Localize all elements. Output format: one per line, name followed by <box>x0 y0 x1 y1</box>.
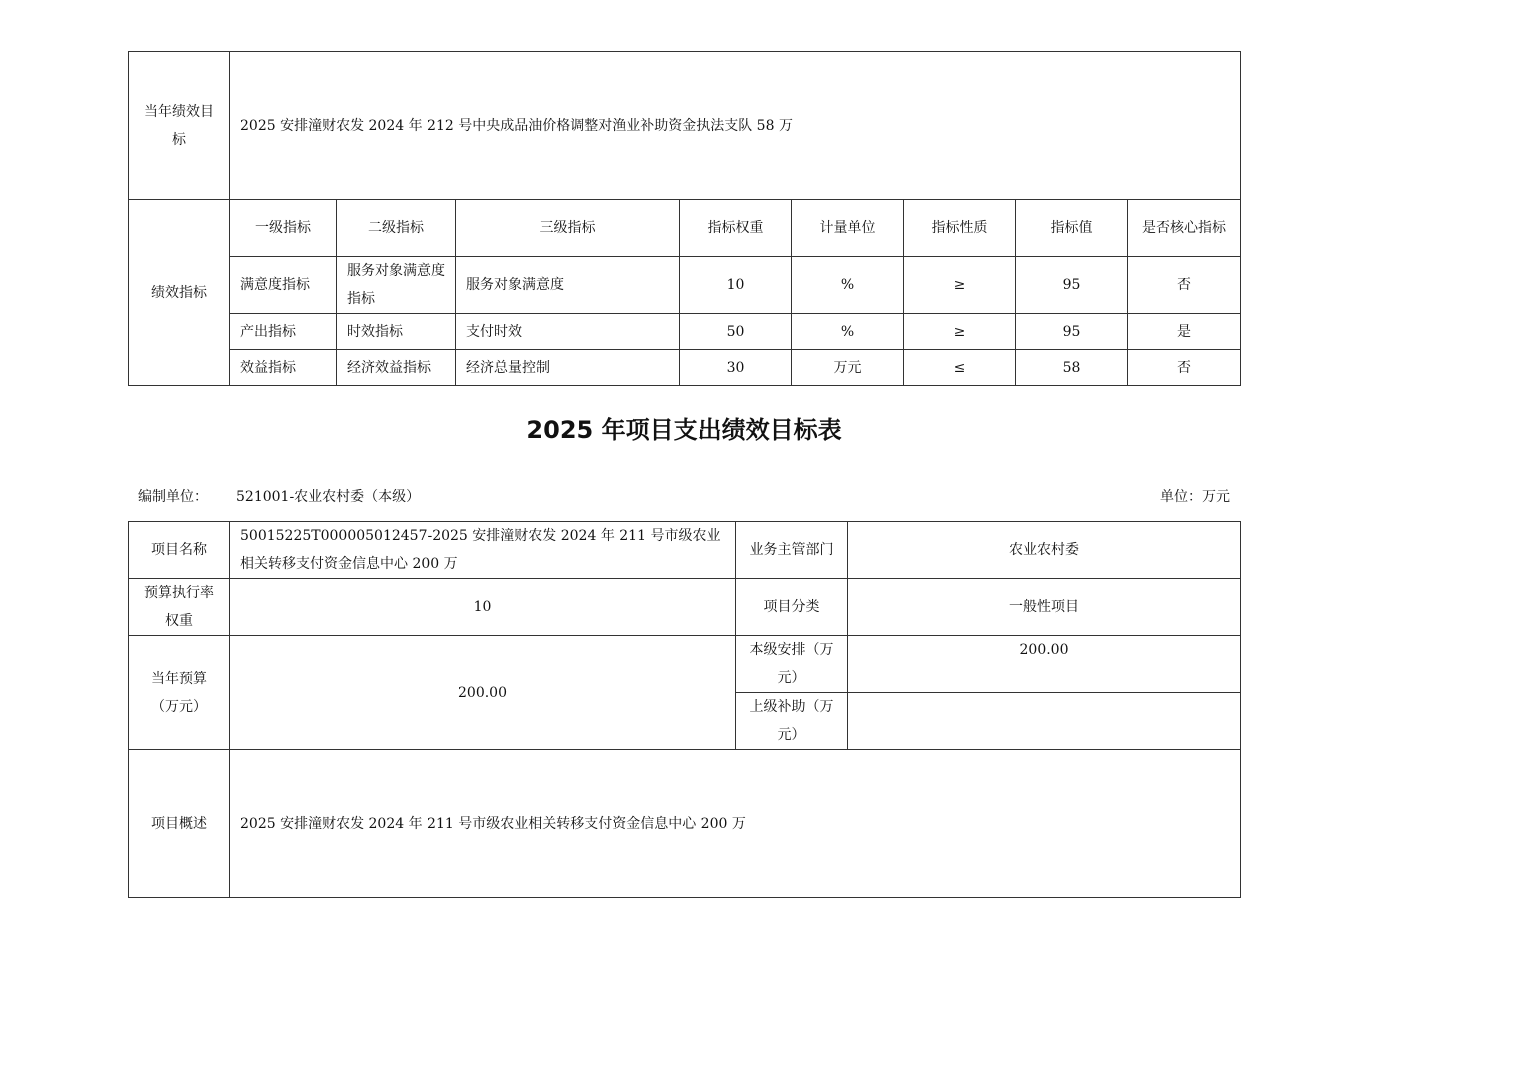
table-cell: 时效指标 <box>337 314 456 350</box>
dept-label: 业务主管部门 <box>736 522 848 579</box>
table-cell: % <box>792 257 904 314</box>
goal-text: 2025 安排潼财农发 2024 年 212 号中央成品油价格调整对渔业补助资金执法支队 58 万 <box>230 52 1241 200</box>
local-budget-label: 本级安排（万元） <box>736 636 848 693</box>
table-row <box>129 257 1241 314</box>
header-cell: 指标值 <box>1016 200 1128 257</box>
goal-label: 当年绩效目标 <box>129 52 230 200</box>
project-name-label: 项目名称 <box>129 522 230 579</box>
table-row <box>129 350 1241 386</box>
table-cell: 支付时效 <box>456 314 680 350</box>
dept-value: 农业农村委 <box>848 522 1241 579</box>
indicators-label: 绩效指标 <box>129 200 230 386</box>
table-cell: 否 <box>1128 350 1241 386</box>
project-table <box>128 521 1241 898</box>
header-cell: 指标权重 <box>680 200 792 257</box>
table-cell: ≥ <box>904 257 1016 314</box>
table-cell: % <box>792 314 904 350</box>
compiling-unit <box>138 485 420 509</box>
table-cell: 产出指标 <box>230 314 337 350</box>
header-cell: 指标性质 <box>904 200 1016 257</box>
header-cell: 是否核心指标 <box>1128 200 1241 257</box>
table-cell: 95 <box>1016 314 1128 350</box>
overview-label: 项目概述 <box>129 750 230 898</box>
table-cell: 万元 <box>792 350 904 386</box>
header-cell: 一级指标 <box>230 200 337 257</box>
local-budget-value: 200.00 <box>848 636 1241 693</box>
table-cell: 效益指标 <box>230 350 337 386</box>
table-cell: 否 <box>1128 257 1241 314</box>
table-cell: 服务对象满意度指标 <box>337 257 456 314</box>
table-cell: 10 <box>680 257 792 314</box>
header-cell: 二级指标 <box>337 200 456 257</box>
compiling-unit-label: 编制单位： <box>138 489 208 505</box>
upper-subsidy-label: 上级补助（万元） <box>736 693 848 750</box>
table-row <box>129 314 1241 350</box>
indicator-header-row <box>129 200 1241 257</box>
currency-unit: 单位：万元 <box>1160 489 1230 505</box>
table-cell: 服务对象满意度 <box>456 257 680 314</box>
table-cell: ≤ <box>904 350 1016 386</box>
table-cell: 是 <box>1128 314 1241 350</box>
table-cell: 95 <box>1016 257 1128 314</box>
table-cell: 58 <box>1016 350 1128 386</box>
budget-label: 当年预算（万元） <box>129 636 230 750</box>
table-cell: 50 <box>680 314 792 350</box>
table-cell: 经济总量控制 <box>456 350 680 386</box>
category-label: 项目分类 <box>736 579 848 636</box>
category-value: 一般性项目 <box>848 579 1241 636</box>
table-cell: 经济效益指标 <box>337 350 456 386</box>
upper-subsidy-value <box>848 693 1241 750</box>
rate-label: 预算执行率权重 <box>129 579 230 636</box>
page-title: 2025 年项目支出绩效目标表 <box>526 416 842 444</box>
rate-value: 10 <box>230 579 736 636</box>
table-cell: 满意度指标 <box>230 257 337 314</box>
performance-table <box>128 51 1241 386</box>
project-name-value: 50015225T000005012457-2025 安排潼财农发 2024 年 211 号市级农业相关转移支付资金信息中心 200 万 <box>230 522 736 579</box>
compiling-unit-value: 521001-农业农村委（本级） <box>236 489 421 505</box>
budget-value: 200.00 <box>230 636 736 750</box>
table-cell: ≥ <box>904 314 1016 350</box>
overview-value: 2025 安排潼财农发 2024 年 211 号市级农业相关转移支付资金信息中心 200 万 <box>230 750 1241 898</box>
header-cell: 计量单位 <box>792 200 904 257</box>
header-cell: 三级指标 <box>456 200 680 257</box>
table-cell: 30 <box>680 350 792 386</box>
